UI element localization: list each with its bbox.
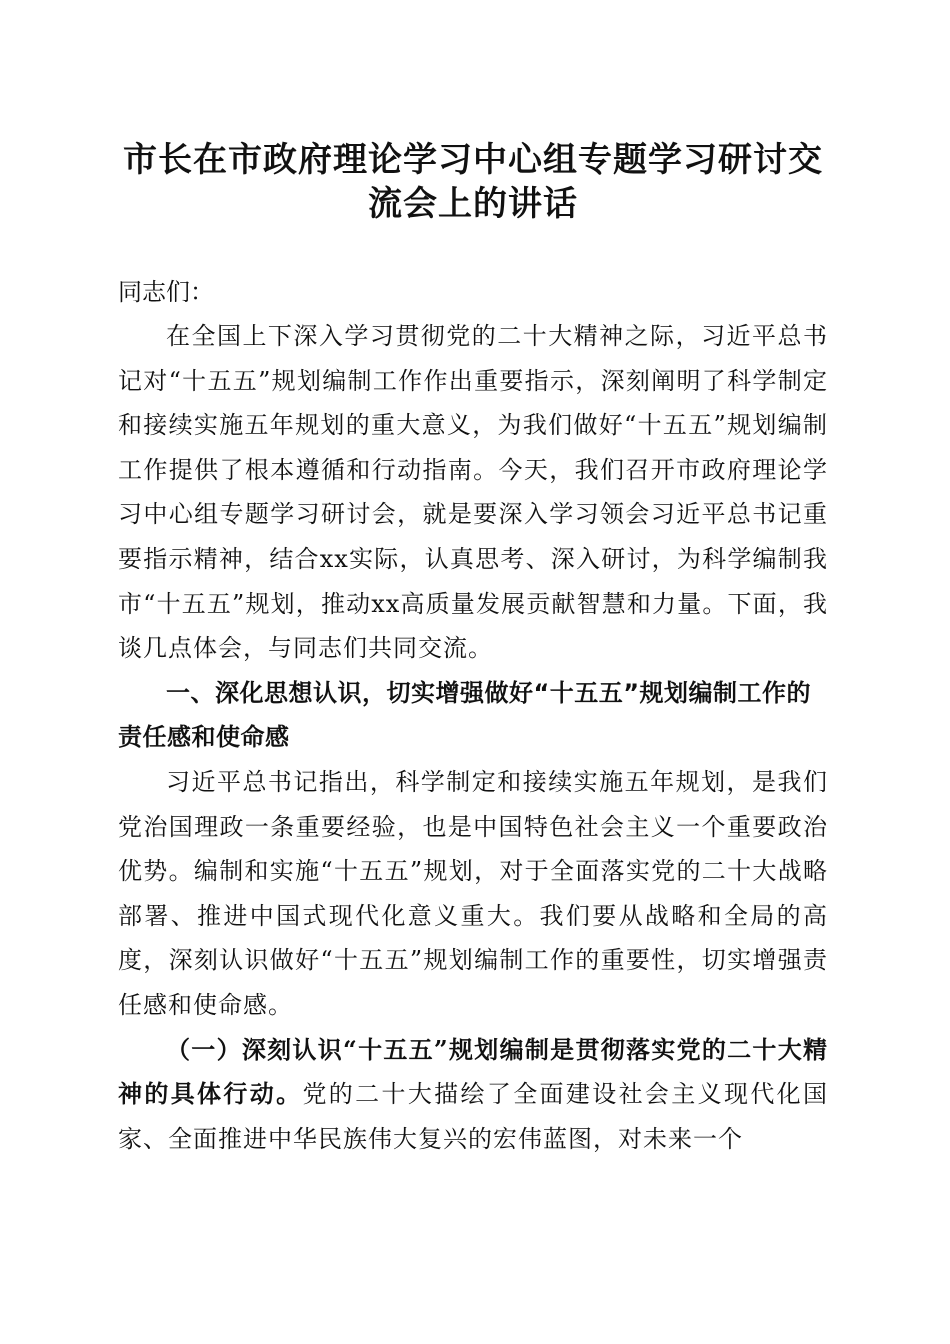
subsection-1-lead: （一）深刻认识“十五五”规划编制是贯彻落实党的二十大精神的具体行动。	[118, 1034, 828, 1109]
intro-paragraph: 在全国上下深入学习贯彻党的二十大精神之际，习近平总书记对“十五五”规划编制工作作出重要指示，深刻阐明了科学制定和接续实施五年规划的重大意义，为我们做好“十五五”规划编制工作提供了根本遵循和行动指南。今天，我们召开市政府理论学习中心组专题学习研讨会，就是要深入学习领会习近平总书记重要指示精神，结合xx实际，认真思考、深入研讨，为科学编制我市“十五五”规划，推动xx高质量发展贡献智慧和力量。下面，我谈几点体会，与同志们共同交流。	[118, 322, 828, 663]
section-1-heading: 一、深化思想认识，切实增强做好“十五五”规划编制工作的责任感和使命感	[118, 678, 812, 752]
document-title	[118, 138, 828, 226]
section-1-paragraph: 习近平总书记指出，科学制定和接续实施五年规划，是我们党治国理政一条重要经验，也是中国特色社会主义一个重要政治优势。编制和实施“十五五”规划，对于全面落实党的二十大战略部署、推进中国式现代化意义重大。我们要从战略和全局的高度，深刻认识做好“十五五”规划编制工作的重要性，切实增强责任感和使命感。	[118, 767, 828, 1019]
title-line-1: 市长在市政府理论学习中心组专题学习研讨交	[123, 140, 823, 180]
document-page	[118, 138, 828, 1161]
subsection-1-text: 党的二十大描绘了全面建设社会主义现代化国家、全面推进中华民族伟大复兴的宏伟蓝图，对未来一个	[118, 1080, 829, 1153]
subsection-1-paragraph	[118, 1028, 828, 1162]
title-line-2: 流会上的讲话	[368, 184, 578, 224]
salutation: 同志们：	[118, 278, 214, 306]
